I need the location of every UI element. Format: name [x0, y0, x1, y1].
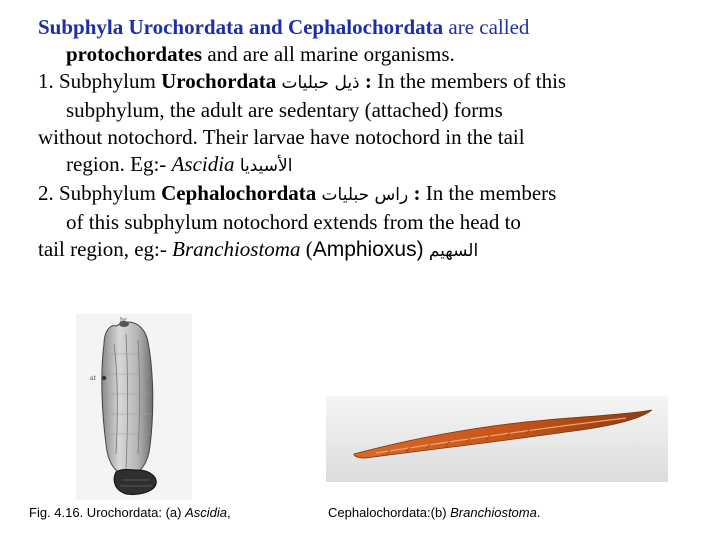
paragraph-2-line-2: subphylum, the adult are sedentary (attached) forms	[66, 98, 503, 122]
paragraph-1-line-1	[38, 14, 698, 41]
caption-a-italic: Ascidia	[185, 505, 227, 520]
main-text	[38, 14, 698, 265]
paragraph-2-line-1	[38, 68, 698, 97]
caption-a	[29, 505, 231, 520]
ascidia-term: Ascidia	[171, 152, 235, 176]
urochordata-desc-1: In the members of this	[377, 69, 567, 93]
ascidia-prefix: region. Eg:-	[66, 152, 172, 176]
cephalochordata-desc-1: In the members	[425, 181, 557, 205]
paragraph-3-line-3	[38, 236, 698, 265]
urochordata-prefix: 1. Subphylum	[38, 69, 162, 93]
svg-text:at: at	[90, 375, 96, 382]
branchiostoma-figure	[326, 396, 668, 482]
branchiostoma-prefix: tail region, eg:-	[38, 237, 173, 261]
urochordata-term: Urochordata	[161, 69, 277, 93]
cephalochordata-term: Cephalochordata	[161, 181, 317, 205]
caption-a-suffix: ,	[227, 505, 231, 520]
cephalochordata-arabic: راس حبليات	[321, 185, 409, 205]
paragraph-3-line-2: of this subphylum notochord extends from the head to	[66, 210, 521, 234]
cephalochordata-colon: :	[408, 181, 426, 205]
amphioxus-term: Amphioxus)	[312, 238, 424, 261]
svg-text:br: br	[120, 317, 127, 324]
paragraph-1-line-2	[38, 41, 698, 68]
caption-b	[328, 505, 540, 520]
amphioxus-arabic: السهيم	[428, 241, 479, 261]
urochordata-colon: :	[359, 69, 378, 93]
paren-open: (	[300, 237, 313, 261]
paragraph-1-rest: and are all marine organisms.	[202, 42, 455, 66]
caption-b-prefix: Cephalochordata:(b)	[328, 505, 451, 520]
paragraph-3-line-1	[38, 180, 698, 209]
paragraph-2-line-3: without notochord. Their larvae have notochord in the tail	[38, 125, 525, 149]
ascidia-figure	[76, 314, 192, 500]
paragraph-2-line-4	[38, 151, 698, 180]
protochordates-term: protochordates	[66, 42, 203, 66]
caption-b-suffix: .	[536, 505, 541, 520]
caption-a-prefix: Fig. 4.16. Urochordata: (a)	[29, 505, 186, 520]
urochordata-arabic: ذيل حبليات	[281, 73, 360, 93]
ascidia-arabic: الأسيديا	[239, 156, 293, 176]
heading-rest: are called	[443, 15, 530, 39]
caption-b-italic: Branchiostoma	[450, 505, 537, 520]
heading-phrase: Subphyla Urochordata and Cephalochordata	[38, 15, 444, 39]
cephalochordata-prefix: 2. Subphylum	[38, 181, 162, 205]
branchiostoma-term: Branchiostoma	[172, 237, 301, 261]
